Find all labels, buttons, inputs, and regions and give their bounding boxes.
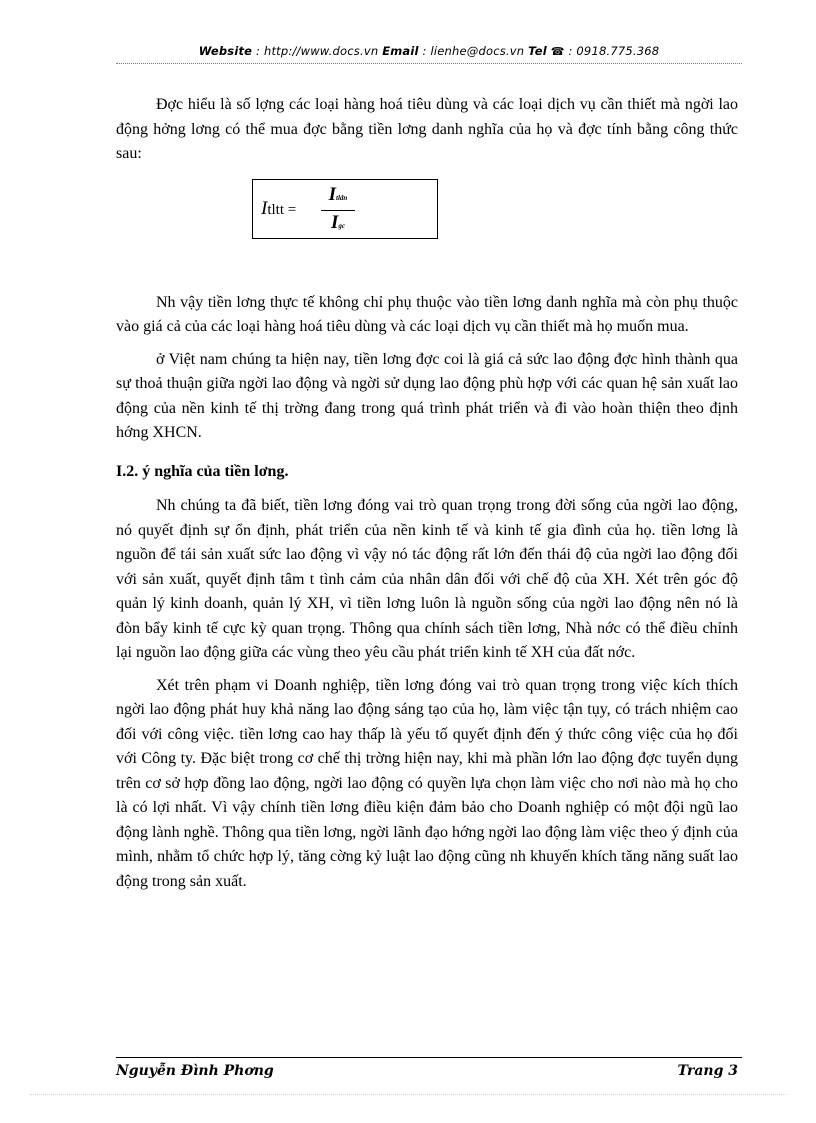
paragraph-definition: Đợc hiểu là số lợng các loại hàng hoá tiêu dùng và các loại dịch vụ cần thiết mà ngời lao động hởng lơng có thể mua đợc bằng tiền lơng danh nghĩa của họ và đợc tính bằng công thức sau: bbox=[116, 96, 738, 162]
fraction-bar bbox=[321, 210, 355, 211]
paragraph-real-wage: Nh vậy tiền lơng thực tế không chỉ phụ thuộc vào tiền lơng danh nghĩa mà còn phụ thuộc vào giá cả của các loại hàng hoá tiêu dùng và các loại dịch vụ cần thiết mà họ muốn mua. bbox=[116, 293, 738, 335]
page-label: Trang bbox=[677, 1063, 724, 1079]
formula-den-sub: gc bbox=[338, 221, 345, 230]
email-label: Email bbox=[382, 44, 419, 58]
footer-author: Nguyễn Đình Phơng bbox=[116, 1063, 274, 1079]
tel-value: : 0918.775.368 bbox=[564, 44, 660, 58]
paragraph-significance: Nh chúng ta đã biết, tiền lơng đóng vai trò quan trọng trong đời sống của ngời lao động, nó quyết định sự ổn định, phát triển của nền kinh tế và kinh tế gia đình của họ. tiền lơng là nguồn để tái sản xuất sức lao động vì vậy nó tác động rất lớn đến thái độ của ngời lao động đối với sản xuất, quyết định tâm t tình cảm của nhân dân đối với chế độ của XH. Xét trên góc độ quản lý kinh doanh, quản lý XH, vì tiền lơng luôn là nguồn sống của ngời lao động nên nó là đòn bẩy kinh tế cực kỳ quan trọng. Thông qua chính sách tiền lơng, Nhà nớc có thể điều chỉnh lại nguồn lao động giữa các vùng theo yêu cầu phát triển kinh tế XH của đất nớc. bbox=[116, 497, 738, 661]
formula-lhs-sub: tltt bbox=[267, 201, 284, 218]
page-header bbox=[116, 44, 742, 58]
formula-num-sub: tldn bbox=[336, 193, 348, 202]
page-number: 3 bbox=[728, 1063, 738, 1079]
tel-label: Tel bbox=[528, 44, 547, 58]
header-rule bbox=[116, 63, 742, 64]
website-value: : http://www.docs.vn bbox=[252, 44, 383, 58]
formula-box bbox=[252, 179, 438, 239]
formula-lhs bbox=[261, 197, 296, 223]
formula-numerator: Itldn bbox=[328, 183, 348, 205]
section-title: I.2. ý nghĩa của tiền lơng. bbox=[116, 462, 289, 480]
phone-icon: ☎ bbox=[550, 45, 565, 58]
website-label: Website bbox=[198, 44, 253, 58]
paragraph-vietnam: ở Việt nam chúng ta hiện nay, tiền lơng đợc coi là giá cả sức lao động đợc hình thành qua sự thoả thuận giữa ngời lao động và ngời sử dụng lao động phù hợp với các quan hệ sản xuất lao động của nền kinh tế thị trờng đang trong quá trình phát triển và đi vào hoàn thiện theo định hớng XHCN. bbox=[116, 350, 738, 441]
email-value: : lienhe@docs.vn bbox=[418, 44, 529, 58]
footer-page bbox=[678, 1063, 738, 1079]
paragraph-enterprise: Xét trên phạm vi Doanh nghiệp, tiền lơng đóng vai trò quan trọng trong việc kích thích ngời lao động phát huy khả năng lao động sáng tạo của họ, làm việc tận tụy, có trách nhiệm cao đối với công việc. tiền lơng cao hay thấp là yếu tố quyết định đến ý thức công việc của họ đối với Công ty. Đặc biệt trong cơ chế thị trờng hiện nay, khi mà phần lớn lao động đợc tuyển dụng trên cơ sở hợp đồng lao động, ngời lao động có quyền lựa chọn làm việc cho nơi nào mà họ cho là có lợi nhất. Vì vậy chính tiền lơng điều kiện đảm bảo cho Doanh nghiệp có một đội ngũ lao động lành nghề. Thông qua tiền lơng, ngời lãnh đạo hớng ngời lao động làm việc theo ý định của mình, nhằm tổ chức hợp lý, tăng cờng kỷ luật lao động cũng nh khuyến khích tăng năng suất lao động trong sản xuất. bbox=[116, 676, 738, 890]
document-body bbox=[116, 93, 738, 894]
formula-equals: = bbox=[287, 201, 297, 218]
formula-fraction bbox=[321, 184, 355, 237]
bottom-dotted-line bbox=[30, 1094, 786, 1095]
footer-rule bbox=[116, 1057, 742, 1058]
formula-denominator: Igc bbox=[330, 211, 345, 233]
formula-lhs-symbol: I bbox=[261, 197, 268, 219]
